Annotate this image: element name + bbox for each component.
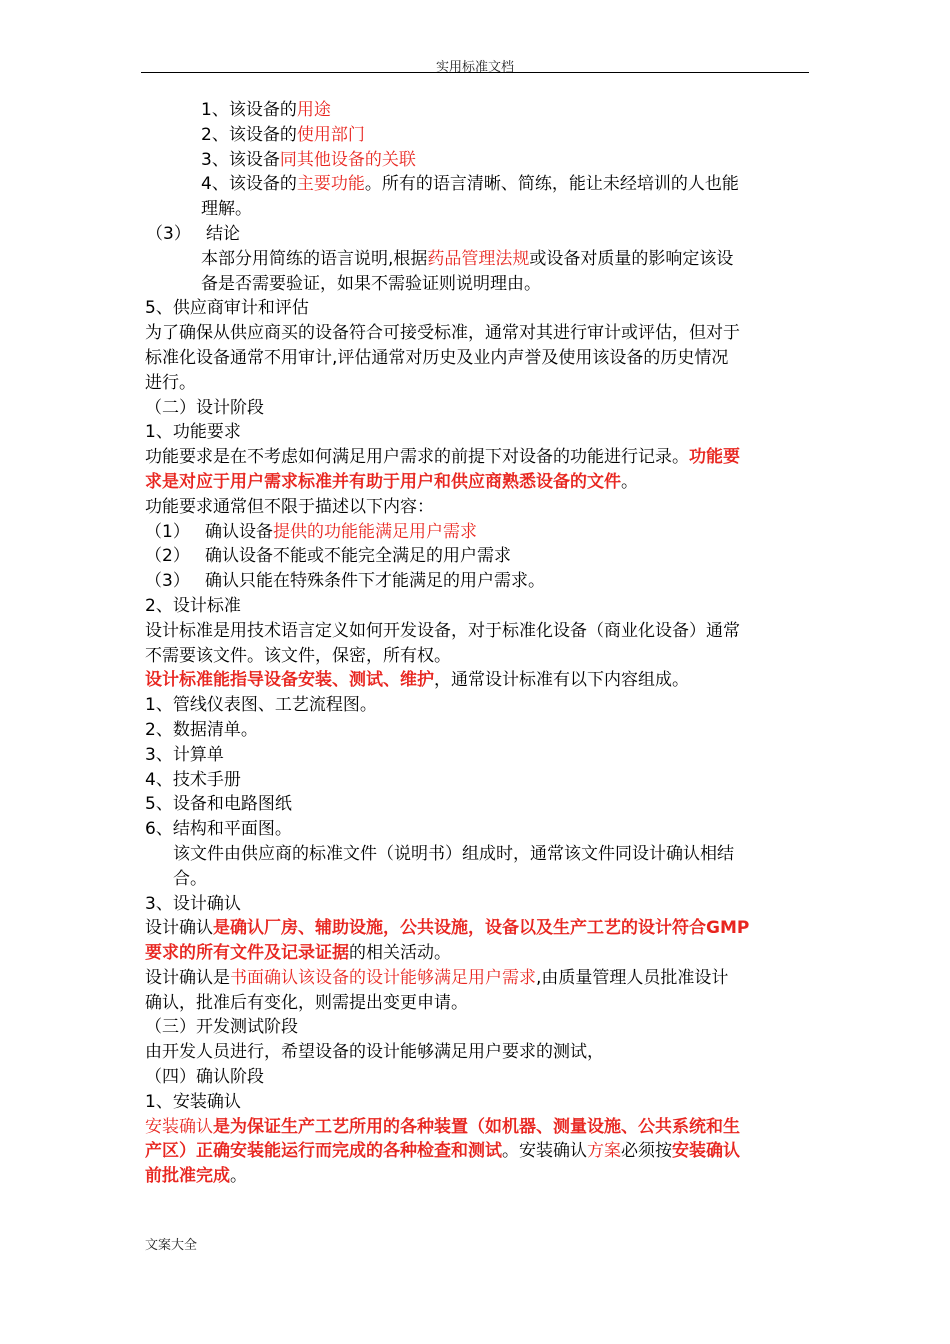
list-item: 2、该设备的使用部门 [201, 124, 365, 145]
paragraph-line: 求是对应于用户需求标准并有助于用户和供应商熟悉设备的文件。 [145, 471, 638, 492]
list-item: 4、该设备的主要功能。所有的语言清晰、简练，能让未经培训的人也能 [201, 174, 739, 195]
list-item: 4、技术手册 [145, 769, 241, 790]
paragraph-line: 由开发人员进行，希望设备的设计能够满足用户要求的测试， [145, 1042, 604, 1063]
paragraph-line: 该文件由供应商的标准文件（说明书）组成时，通常该文件同设计确认相结 [173, 843, 734, 864]
section-heading: 2、设计标准 [145, 595, 241, 616]
paragraph-line: 功能要求通常但不限于描述以下内容： [145, 496, 434, 517]
list-item: 5、设备和电路图纸 [145, 794, 292, 815]
list-item: 3、计算单 [145, 744, 224, 765]
list-item: 2、数据清单。 [145, 719, 258, 740]
section-heading: 1、功能要求 [145, 422, 241, 443]
paragraph-line: 理解。 [201, 199, 252, 220]
list-item: 6、结构和平面图。 [145, 819, 292, 840]
paragraph-line: 安装确认是为保证生产工艺所用的各种装置（如机器、测量设施、公共系统和生 [145, 1116, 740, 1137]
paragraph-line: 进行。 [145, 372, 196, 393]
section-heading: 1、安装确认 [145, 1091, 241, 1112]
paragraph-line: 功能要求是在不考虑如何满足用户需求的前提下对设备的功能进行记录。功能要 [145, 447, 740, 468]
list-item: （2） 确认设备不能或不能完全满足的用户需求 [145, 546, 511, 567]
header-rule [141, 72, 809, 73]
section-heading: （3） 结论 [146, 223, 240, 244]
paragraph-line: 确认，批准后有变化，则需提出变更申请。 [145, 992, 468, 1013]
section-heading: 5、供应商审计和评估 [145, 298, 309, 319]
paragraph-line: 要求的所有文件及记录证据的相关活动。 [145, 943, 451, 964]
paragraph-line: 合。 [173, 868, 207, 889]
paragraph-line: 设计确认是确认厂房、辅助设施，公共设施，设备以及生产工艺的设计符合GMP [145, 918, 750, 939]
paragraph-line: 备是否需要验证，如果不需验证则说明理由。 [201, 273, 541, 294]
paragraph-line: 不需要该文件。该文件，保密，所有权。 [145, 645, 451, 666]
page-footer: 文案大全 [145, 1238, 198, 1253]
document-body [0, 98, 950, 1189]
paragraph-line: 前批准完成。 [145, 1166, 247, 1187]
page-header: 实用标准文档 [435, 60, 514, 75]
section-heading: （二）设计阶段 [145, 397, 264, 418]
paragraph-line: 产区）正确安装能运行而完成的各种检查和测试。安装确认方案必须按安装确认 [145, 1141, 740, 1162]
paragraph-line: 设计标准是用技术语言定义如何开发设备，对于标准化设备（商业化设备）通常 [145, 620, 740, 641]
list-item: 1、管线仪表图、工艺流程图。 [145, 695, 377, 716]
list-item: （3） 确认只能在特殊条件下才能满足的用户需求。 [145, 571, 545, 592]
paragraph-line: 为了确保从供应商买的设备符合可接受标准，通常对其进行审计或评估，但对于 [145, 323, 740, 344]
list-item: （1） 确认设备提供的功能能满足用户需求 [145, 521, 477, 542]
section-heading: （三）开发测试阶段 [145, 1017, 298, 1038]
paragraph-line: 本部分用简练的语言说明,根据药品管理法规或设备对质量的影响定该设 [201, 248, 734, 269]
paragraph-line: 设计确认是书面确认该设备的设计能够满足用户需求,由质量管理人员批准设计 [145, 967, 729, 988]
paragraph-line: 标准化设备通常不用审计,评估通常对历史及业内声誉及使用该设备的历史情况 [145, 347, 729, 368]
section-heading: 3、设计确认 [145, 893, 241, 914]
section-heading: （四）确认阶段 [145, 1067, 264, 1088]
list-item: 3、该设备同其他设备的关联 [201, 149, 416, 170]
list-item: 1、该设备的用途 [201, 100, 331, 120]
paragraph-line: 设计标准能指导设备安装、测试、维护，通常设计标准有以下内容组成。 [145, 670, 689, 691]
